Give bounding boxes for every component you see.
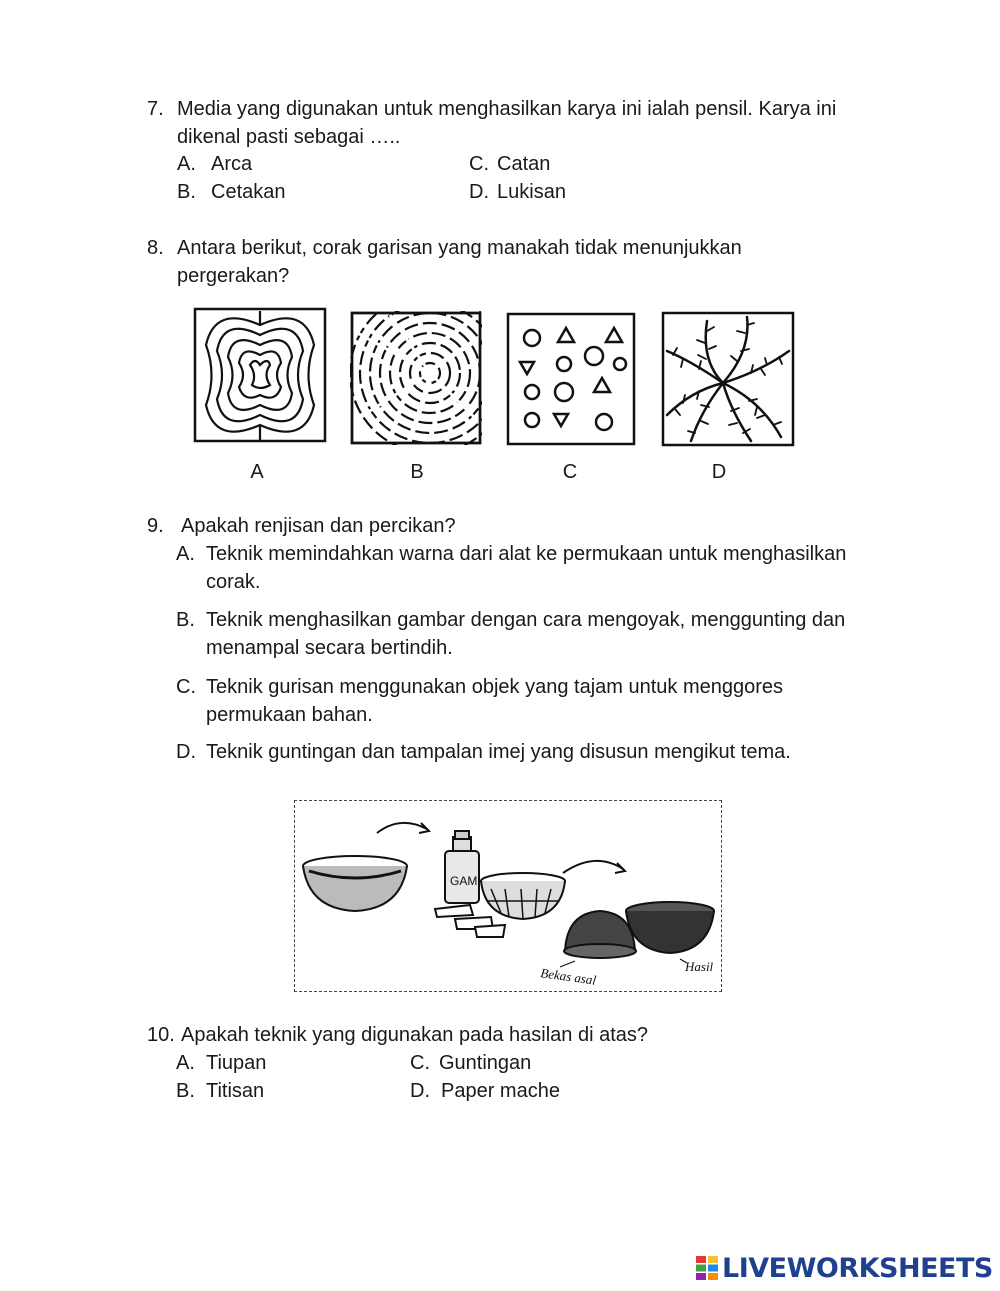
q10-number: 10. [147,1024,175,1046]
pattern-c-figure[interactable] [506,312,636,446]
q9-number: 9. [147,515,164,537]
q9-option-b-line2[interactable]: menampal secara bertindih. [206,637,453,659]
q9-option-a-line1[interactable]: Teknik memindahkan warna dari alat ke permukaan untuk menghasilkan [206,543,847,565]
q7-option-a-letter[interactable]: A. [177,153,196,175]
pattern-a-label: A [250,461,264,483]
result-label: Hasil [685,959,714,974]
q10-option-d[interactable]: Paper mache [441,1080,560,1102]
q9-option-d-letter[interactable]: D. [176,741,196,763]
q9-option-c-line2[interactable]: permukaan bahan. [206,704,373,726]
q10-option-d-letter[interactable]: D. [410,1080,430,1102]
q8-text-line2: pergerakan? [177,265,290,287]
q10-option-c-letter[interactable]: C. [410,1052,430,1074]
q9-option-a-letter[interactable]: A. [176,543,195,565]
q9-option-c-line1[interactable]: Teknik gurisan menggunakan objek yang tajam untuk menggores [206,676,784,698]
q7-option-c[interactable]: Catan [497,153,551,175]
q7-text-line2: dikenal pasti sebagai ….. [177,126,401,148]
pattern-d-label: D [711,461,727,483]
liveworksheets-logo-icon [696,1256,718,1280]
q10-text: Apakah teknik yang digunakan pada hasilan di atas? [181,1024,649,1046]
q9-option-b-letter[interactable]: B. [176,609,195,631]
q7-text-line1: Media yang digunakan untuk menghasilkan karya ini ialah pensil. Karya ini [177,98,837,120]
pattern-a-figure[interactable] [193,307,327,443]
q9-option-c-letter[interactable]: C. [176,676,196,698]
q7-number: 7. [147,98,164,120]
q7-option-a[interactable]: Arca [211,153,253,175]
pattern-d-figure[interactable] [661,311,795,447]
liveworksheets-logo-text: LIVEWORKSHEETS [722,1252,993,1284]
q9-option-a-line2[interactable]: corak. [206,571,261,593]
pattern-b-label: B [410,461,424,483]
q7-option-d[interactable]: Lukisan [497,181,566,203]
q10-option-a[interactable]: Tiupan [206,1052,267,1074]
pattern-b-figure[interactable] [350,311,482,445]
q8-text-line1: Antara berikut, corak garisan yang manakah tidak menunjukkan [177,237,742,259]
q7-option-d-letter[interactable]: D. [469,181,489,203]
q7-option-c-letter[interactable]: C. [469,153,489,175]
liveworksheets-logo[interactable] [696,1251,993,1285]
q10-option-b-letter[interactable]: B. [176,1080,195,1102]
bowl-process-drawing [295,801,720,990]
q10-option-c[interactable]: Guntingan [439,1052,532,1074]
q7-option-b-letter[interactable]: B. [177,181,196,203]
original-container-label: Bekas asal [539,965,598,988]
q10-option-b[interactable]: Titisan [206,1080,265,1102]
q10-option-a-letter[interactable]: A. [176,1052,195,1074]
q9-text: Apakah renjisan dan percikan? [181,515,456,537]
q9-option-b-line1[interactable]: Teknik menghasilkan gambar dengan cara mengoyak, menggunting dan [206,609,846,631]
q9-option-d-line1[interactable]: Teknik guntingan dan tampalan imej yang disusun mengikut tema. [206,741,791,763]
q8-number: 8. [147,237,164,259]
pattern-c-label: C [562,461,578,483]
q7-option-b[interactable]: Cetakan [211,181,286,203]
glue-bottle-label: GAM [450,874,478,888]
paper-mache-illustration [294,800,722,992]
